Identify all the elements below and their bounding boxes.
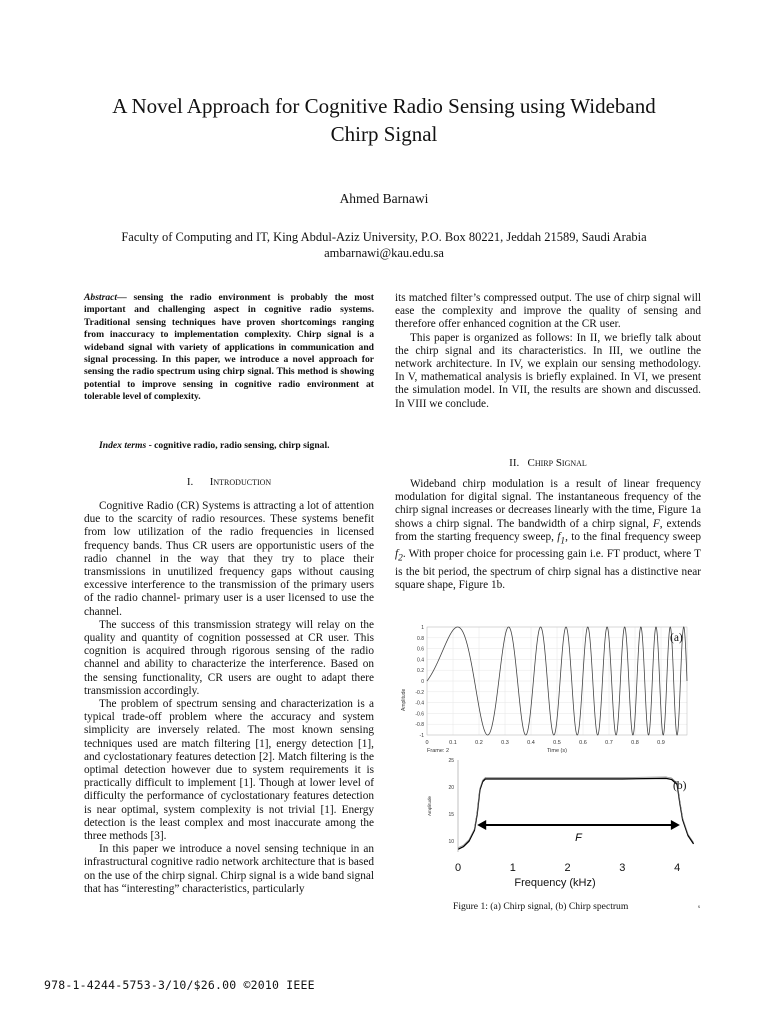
section-number: I. (186, 476, 194, 488)
x-tick-label: 0.9 (657, 740, 665, 746)
x-axis-label: Time (s) (547, 748, 567, 754)
y-tick-label: -0.2 (415, 689, 424, 696)
x-tick-label: 0.5 (553, 740, 561, 746)
abstract-label: Abstract (84, 292, 118, 303)
x-tick-label: 0.8 (631, 740, 639, 746)
y-tick-label: 15 (448, 812, 454, 819)
x-tick-label: 0.1 (449, 740, 457, 746)
title-line-2: Chirp Signal (330, 122, 438, 146)
bandwidth-annotation-F: F (575, 831, 582, 844)
intro-paragraph-4: In this paper we introduce a novel sensing technique in an infrastructural cognitive radio network architecture that is based on the use of the chirp signal. Chirp signal is a wide band signal that has “interesting” characteristics, particularly (84, 843, 374, 895)
x-tick-label: 0 (454, 862, 462, 874)
chirp-spectrum-plot (420, 756, 720, 891)
var-f1: f (557, 530, 561, 543)
x-tick-label: 1 (509, 862, 516, 874)
bandwidth-arrow (477, 820, 680, 830)
x-tick-label: 0.7 (605, 740, 613, 746)
x-tick-label: 0.2 (475, 740, 483, 746)
author-name: Ahmed Barnawi (339, 191, 429, 206)
y-tick-label: 25 (448, 758, 454, 764)
affiliation (40, 229, 728, 261)
copyright-footer: 978-1-4244-5753-3/10/$26.00 ©2010 IEEE (44, 978, 315, 992)
section-heading-chirp-signal (395, 457, 701, 469)
right-paragraph-1: its matched filter’s compressed output. The use of chirp signal will ease the complexity and improve the quality of sensing and therefore offer enhanced cognition at the CR user. (395, 292, 701, 331)
x-tick-label: 4 (674, 862, 681, 874)
y-tick-label: 0.2 (417, 668, 424, 675)
y-tick-label: -0.6 (415, 711, 424, 718)
section-title: Chirp Signal (527, 457, 587, 469)
abstract-text: sensing the radio environment is probably the most important and challenging aspect in cognitive radio systems. Traditional sensing techniques have proven shortcomings ranging from inaccuracy to implementation complexity. Chirp signal is a wideband signal with variety of applications in communication and signal processing. In this paper, we introduce a novel approach for sensing the radio spectrum using chirp signal. This method is showing potential to improve sensing in cognitive radio environment at tolerable level of complexity. (84, 292, 374, 403)
x-tick-label: 2 (564, 862, 571, 874)
affiliation-line: Faculty of Computing and IT, King Abdul-Aziz University, P.O. Box 80221, Jeddah 21589, Saudi Arabia (121, 230, 647, 244)
right-paragraph-2: This paper is organized as follows: In II, we briefly talk about the chirp signal and its characteristics. In III, we outline the network architecture. In IV, we explain our sensing methodology. In V, mathematical analysis is briefly explained. In VI, we present the simulation model. In VII, the results are shown and discussed. In VIII we conclude. (395, 331, 701, 410)
section-number: II. (509, 457, 520, 469)
y-tick-label: 10 (448, 839, 454, 846)
intro-paragraph-3: The problem of spectrum sensing and characterization is a typical trade-off problem where the accuracy and system simplicity are inversely related. The most known sensing techniques used are match filtering [1], energy detection [1], and cyclostationary features detection [2]. Match filtering is the optimal detection however due to system requirements it is practically difficult to implement [1]. Though at lower level of difficulty the performance of cyclostationary features detection is near optimal, system complexity is not trivial [1]. Energy detection is the least complex and most inaccurate among the three methods [3]. (84, 698, 374, 843)
arrow-head-right (671, 820, 680, 830)
section-title: Introduction (209, 476, 272, 488)
right-column-intro (395, 292, 701, 411)
x-tick-label: 0.3 (501, 740, 509, 746)
y-tick-label: 20 (448, 785, 454, 792)
x-tick-label: 0.4 (527, 740, 535, 746)
y-tick-label: -0.4 (415, 700, 424, 707)
intro-paragraph-1: Cognitive Radio (CR) Systems is attracting a lot of attention due to the scarcity of radio resources. These systems benefit from low utilization of the radio frequencies in licensed frequency bands. Thus CR users are opportunistic users of the radio channel in the way that they try to place their transmissions in unutilized frequency gaps without causing excessive interference to the transmission of the primary users of the radio channel- primary user is a user licensed to use the channel. (84, 500, 374, 618)
var-F: F (652, 517, 660, 530)
chirp-paragraph-1: Wideband chirp modulation is a result of linear frequency modulation for digital signal. The instantaneous frequency of the chirp signal increases or decreases linearly with the time, Figure 1a shows a chirp signal. The bandwidth of a chirp signal, F, extends from the starting frequency sweep, $f_1$, to the final frequency sweep $f_2$. With proper choice for processing gain i.e. FT product, where T is the bit period, the spectrum of chirp signal has a distinctive near square shape, Figure 1b. (395, 478, 701, 591)
figure-label-b: (b) (673, 780, 687, 792)
section-heading-introduction (84, 476, 374, 488)
x-tick-label: 0.6 (579, 740, 587, 746)
index-terms (99, 440, 374, 451)
paper-title (40, 92, 728, 148)
left-column-body (84, 500, 374, 896)
frame-label: Frame: 2 (427, 748, 450, 754)
y-tick-label: 0.4 (417, 657, 424, 664)
y-tick-label: 0 (421, 679, 424, 685)
chirp-section-body (395, 478, 701, 592)
var-f2: f (395, 548, 399, 561)
abstract-dash: — (117, 292, 134, 303)
y-axis-label: Amplitude (427, 795, 432, 816)
y-tick-label: 1 (421, 625, 424, 631)
author-email[interactable]: ambarnawi@kau.edu.sa (324, 246, 444, 260)
figure-label-a: (a) (670, 632, 683, 644)
x-axis-label: Frequency (kHz) (514, 877, 596, 889)
x-tick-label: 3 (619, 862, 626, 874)
y-tick-label: 0.6 (417, 646, 424, 653)
index-terms-label: Index terms (99, 440, 147, 451)
title-line-1: A Novel Approach for Cognitive Radio Sensing using Wideband (112, 94, 656, 118)
y-axis-label: Amplitude (401, 688, 407, 711)
abstract (84, 292, 374, 404)
chirp-signal-plot (397, 619, 697, 754)
y-tick-label: -1 (419, 733, 424, 739)
arrow-head-left (477, 820, 486, 830)
figure-caption: Figure 1: (a) Chirp signal, (b) Chirp spectrum (453, 901, 629, 912)
side-mark: s (698, 905, 700, 910)
x-tick-label: 0 (425, 740, 429, 746)
y-tick-label: -0.8 (415, 722, 424, 729)
intro-paragraph-2: The success of this transmission strategy will relay on the quality and quantity of cognition possessed at CR user. This cognition is acquired through rigorous sensing of the radio channel and ability to characterize the interference. Based on the sensing functionality, CR users are ought to adapt there transmission accordingly. (84, 618, 374, 697)
y-tick-label: 0.8 (417, 635, 424, 642)
index-terms-text: - cognitive radio, radio sensing, chirp signal. (146, 440, 330, 451)
